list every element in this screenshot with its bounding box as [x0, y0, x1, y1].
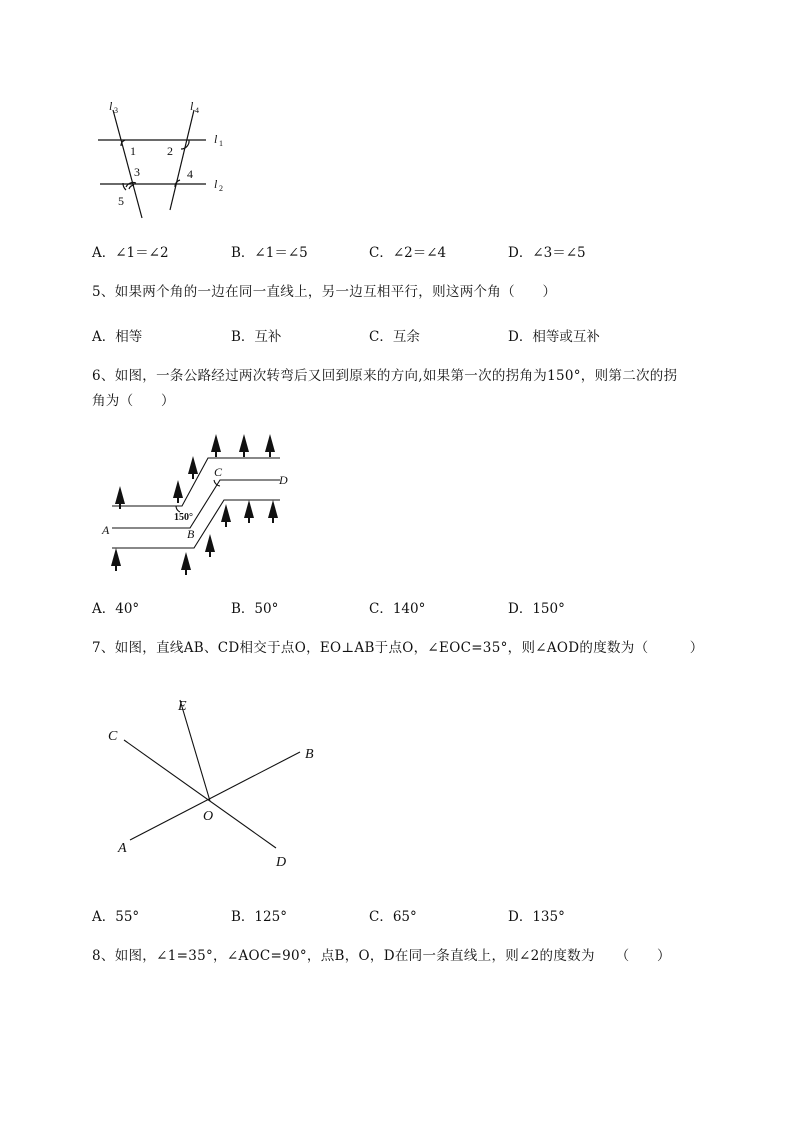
q6-option-c[interactable]: C．140° — [369, 601, 426, 617]
parallel-lines-figure — [90, 92, 240, 227]
label-l2: l — [214, 177, 218, 191]
q7-option-d[interactable]: D．135° — [508, 909, 565, 925]
angle-150-label: 150° — [174, 512, 193, 523]
q6-option-a[interactable]: A．40° — [92, 601, 140, 617]
tree-icon — [265, 434, 275, 452]
q6-stem-line2: 角为（ ） — [92, 393, 175, 409]
tree-icon — [211, 434, 221, 452]
angle-3-label: 3 — [134, 165, 140, 179]
tree-icon — [244, 500, 254, 518]
tree-icon — [221, 504, 231, 522]
tree-icons — [111, 434, 278, 575]
label-l1-sub: 1 — [219, 139, 223, 148]
point-D-label: D — [279, 473, 288, 487]
q8-stem: 8、如图，∠1=35°，∠AOC=90°，点B，O，D在同一条直线上，则∠2的度数为 （ ） — [92, 948, 671, 964]
point-O-label: O — [203, 809, 214, 824]
tree-icon — [181, 552, 191, 570]
q5-option-c[interactable]: C．互余 — [369, 329, 420, 345]
label-l1: l — [214, 132, 218, 146]
angle-1-label: 1 — [130, 144, 136, 158]
q4-option-d[interactable]: D．∠3＝∠5 — [508, 245, 586, 261]
point-C-label: C — [214, 465, 223, 479]
point-B-label: B — [305, 747, 314, 762]
tree-icon — [239, 434, 249, 452]
point-A-label: A — [118, 841, 127, 856]
tree-icon — [115, 486, 125, 504]
q6-stem-line1: 6、如图，一条公路经过两次转弯后又回到原来的方向,如果第一次的拐角为150°，则第二次的拐 — [92, 368, 678, 384]
label-l2-sub: 2 — [219, 184, 223, 193]
q7-stem: 7、如图，直线AB、CD相交于点O，EO⊥AB于点O，∠EOC=35°，则∠AOD的度数为（ ） — [92, 640, 704, 656]
angle-5-label: 5 — [118, 194, 124, 208]
tree-icon — [188, 456, 198, 474]
q6-option-d[interactable]: D．150° — [508, 601, 565, 617]
angle-2-label: 2 — [167, 144, 173, 158]
point-E-label: E — [178, 699, 187, 714]
q5-stem: 5、如果两个角的一边在同一直线上，另一边互相平行，则这两个角（ ） — [92, 284, 557, 300]
q7-option-b[interactable]: B．125° — [231, 909, 287, 925]
label-l4: l — [190, 99, 194, 113]
label-l4-sub: 4 — [195, 106, 199, 115]
point-A-label: A — [102, 523, 110, 537]
road-figure — [96, 428, 296, 580]
point-D-label: D — [276, 855, 287, 870]
q5-option-a[interactable]: A．相等 — [92, 329, 143, 345]
intersecting-lines-figure — [100, 688, 330, 873]
tree-icon — [173, 480, 183, 498]
q6-option-b[interactable]: B．50° — [231, 601, 279, 617]
q4-option-a[interactable]: A．∠1＝∠2 — [92, 245, 169, 261]
point-C-label: C — [108, 729, 118, 744]
point-B-label: B — [187, 527, 195, 541]
q5-option-d[interactable]: D．相等或互补 — [508, 329, 600, 345]
tree-icon — [205, 534, 215, 552]
tree-icon — [268, 500, 278, 518]
angle-4-label: 4 — [187, 167, 193, 181]
q4-option-c[interactable]: C．∠2＝∠4 — [369, 245, 447, 261]
label-l3-sub: 3 — [114, 106, 118, 115]
q4-option-b[interactable]: B．∠1＝∠5 — [231, 245, 308, 261]
tree-icon — [111, 548, 121, 566]
q7-option-a[interactable]: A．55° — [92, 909, 140, 925]
q7-option-c[interactable]: C．65° — [369, 909, 417, 925]
label-l3: l — [109, 99, 113, 113]
q5-option-b[interactable]: B．互补 — [231, 329, 282, 345]
